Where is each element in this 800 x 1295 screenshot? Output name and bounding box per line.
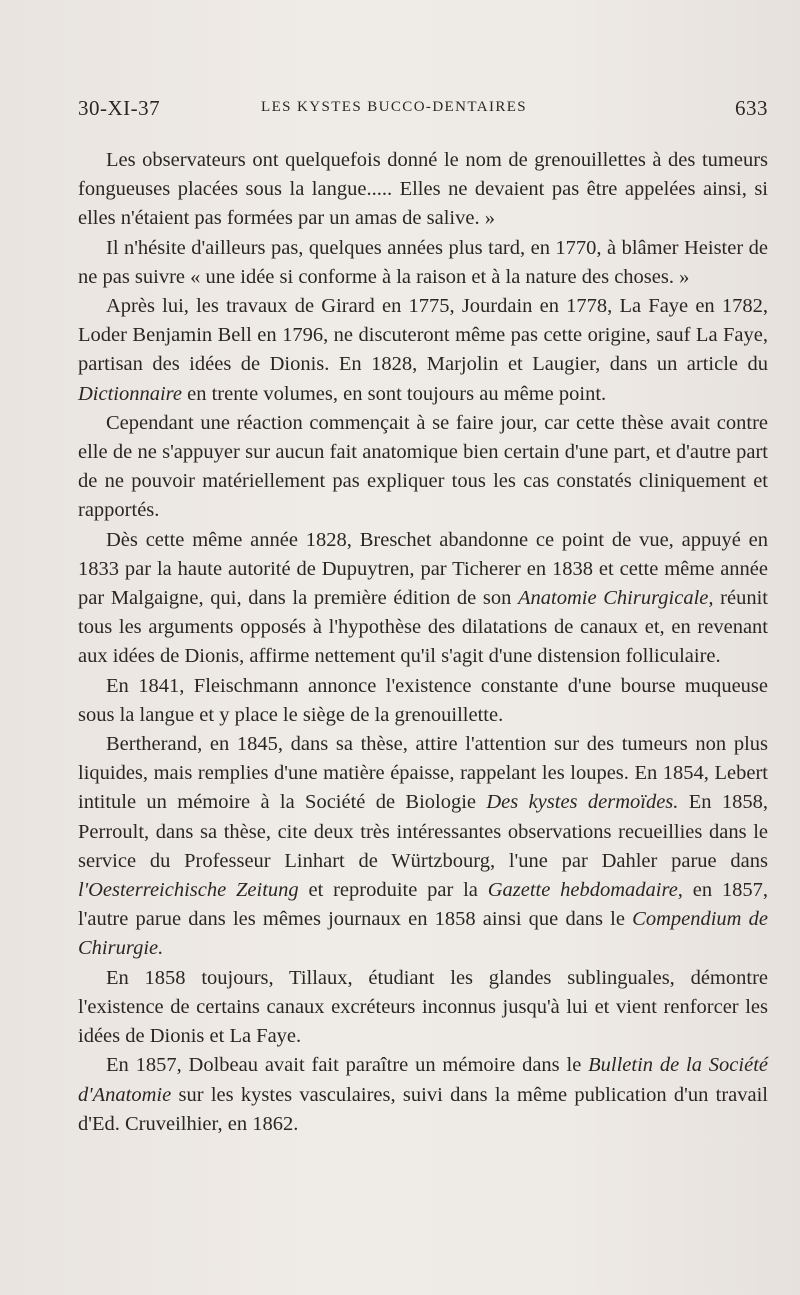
italic-title: l'Oesterreichische Zeitung <box>78 879 299 902</box>
italic-title: Compendium de Chirurgie. <box>78 908 768 960</box>
page-number: 633 <box>735 96 768 120</box>
italic-title: Anatomie Chirurgicale, <box>518 587 714 610</box>
paragraph-5: Dès cette même année 1828, Breschet abandonne ce point de vue, appuyé en 1833 par la haute autorité de Dupuytren, par Ticherer en 1838 et cette même année par Malgaigne, qui, dans la première édition de son Anatomie Chirurgicale, réunit tous les arguments opposés à l'hypothèse des dilatations de canaux et, en revenant aux idées de Dionis, affirme nettement qu'il s'agit d'une distension folliculaire. <box>78 528 768 668</box>
paragraph-9: En 1857, Dolbeau avait fait paraître un mémoire dans le Bulletin de la Société d'Anatomie sur les kystes vasculaires, suivi dans la même publication d'un travail d'Ed. Cruveilhier, en 1862. <box>78 1054 768 1135</box>
paragraph-6: En 1841, Fleischmann annonce l'existence constante d'une bourse muqueuse sous la langue et y place le siège de la grenouillette. <box>78 674 768 726</box>
paragraph-4: Cependant une réaction commençait à se faire jour, car cette thèse avait contre elle de ne s'appuyer sur aucun fait anatomique bien certain d'une part, et d'autre part de ne pouvoir matériellement pas expliquer tous les cas constatés cliniquement et rapportés. <box>78 411 768 522</box>
italic-title: Des kystes dermoïdes. <box>486 791 679 814</box>
italic-title: Dictionnaire <box>78 382 183 405</box>
italic-title: Gazette hebdomadaire, <box>487 879 683 902</box>
body-text <box>78 146 768 1139</box>
paragraph-3: Après lui, les travaux de Girard en 1775, Jourdain en 1778, La Faye en 1782, Loder Benjamin Bell en 1796, ne discuteront même pas cette origine, sauf La Faye, partisan des idées de Dionis. En 1828, Marjolin et Laugier, dans un article du Dictionnaire en trente volumes, en sont toujours au même point. <box>78 295 768 405</box>
issue-date: 30-XI-37 <box>78 96 161 120</box>
paragraph-7: Bertherand, en 1845, dans sa thèse, attire l'attention sur des tumeurs non plus liquides, mais remplies d'une matière épaisse, rappelant les loupes. En 1854, Lebert intitule un mémoire à la Société de Biologie Des kystes dermoïdes. En 1858, Perroult, dans sa thèse, cite deux très intéressantes observations recueillies dans le service du Professeur Linhart de Würtzbourg, l'une par Dahler parue dans l'Oesterreichische Zeitung et reproduite par la Gazette hebdomadaire, en 1857, l'autre parue dans les mêmes journaux en 1858 ainsi que dans le Compendium de Chirurgie. <box>78 733 768 960</box>
page-header <box>78 96 768 126</box>
italic-title: Bulletin de la Société d'Anatomie <box>78 1054 768 1106</box>
paragraph-8: En 1858 toujours, Tillaux, étudiant les glandes sublinguales, démontre l'existence de certains canaux excréteurs inconnus jusqu'à lui et vient renforcer les idées de Dionis et La Faye. <box>78 966 768 1048</box>
paragraph-2: Il n'hésite d'ailleurs pas, quelques années plus tard, en 1770, à blâmer Heister de ne pas suivre « une idée si conforme à la raison et à la nature des choses. » <box>78 236 768 288</box>
paragraph-1: Les observateurs ont quelquefois donné le nom de grenouillettes à des tumeurs fongueuses placées sous la langue..... Elles ne devaient pas être appelées ainsi, si elles n'étaient pas formées par un amas de salive. » <box>78 149 768 230</box>
running-title: LES KYSTES BUCCO-DENTAIRES <box>261 99 528 115</box>
